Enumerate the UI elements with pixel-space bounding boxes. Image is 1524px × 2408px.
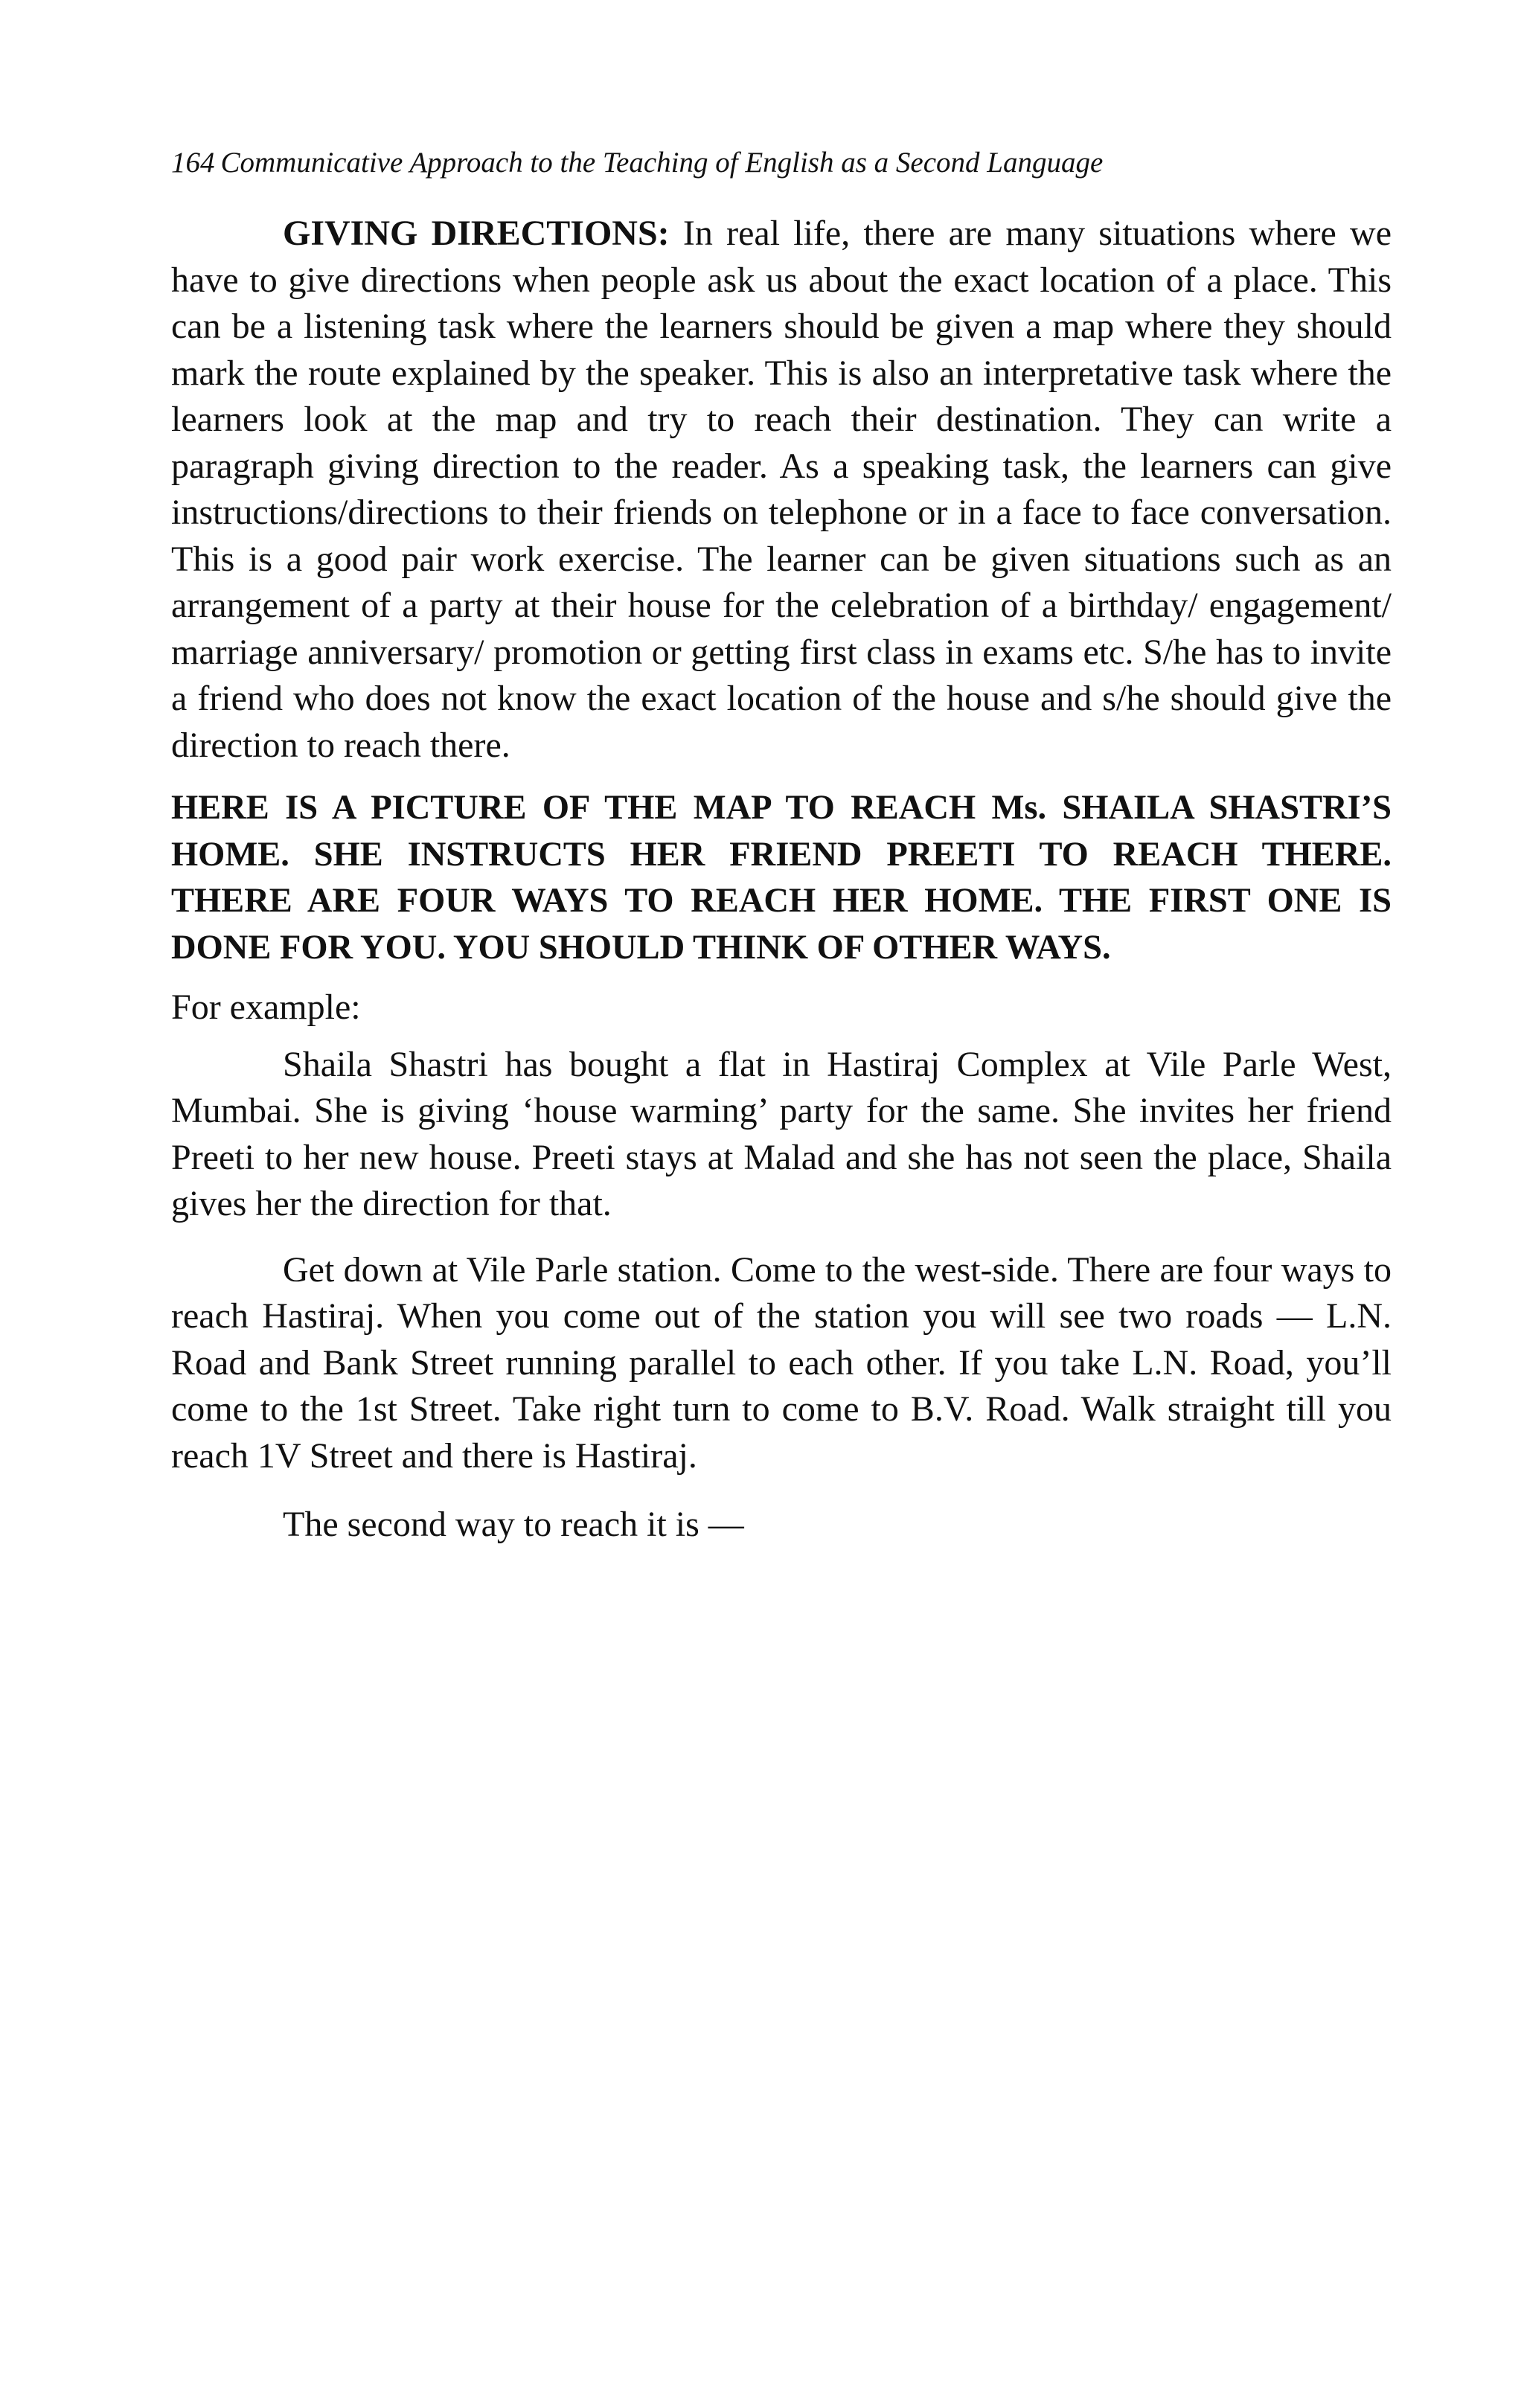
giving-directions-paragraph (171, 211, 1392, 769)
example-paragraph-2: Get down at Vile Parle station. Come to the west-side. There are four ways to reach Hastiraj. When you come out of the station you will see two roads — L.N. Road and Bank Street running parallel to each other. If you take L.N. Road, you’ll come to the 1st Street. Take right turn to come to B.V. Road. Walk straight till you reach 1V Street and there is Hastiraj. (171, 1249, 1392, 1476)
example-paragraph-1: Shaila Shastri has bought a flat in Hastiraj Complex at Vile Parle West, Mumbai. She is giving ‘house warming’ party for the same. She invites her friend Preeti to her new house. Preeti stays at Malad and she has not seen the place, Shaila gives her the direction for that. (171, 1044, 1392, 1223)
book-page (171, 145, 1392, 1549)
running-header (171, 145, 1392, 181)
section-heading: GIVING DIRECTIONS: (283, 214, 670, 253)
map-instruction: HERE IS A PICTURE OF THE MAP TO REACH Ms. SHAILA SHASTRI’S HOME. SHE INSTRUCTS HER FRIEND PREETI TO REACH THERE. THERE ARE FOUR WAYS TO REACH HER HOME. THE FIRST ONE IS DONE FOR YOU. YOU SHOULD THINK OF OTHER WAYS. (171, 789, 1392, 967)
running-title: Communicative Approach to the Teaching of English as a Second Language (220, 147, 1104, 179)
for-example-label: For example: (171, 987, 361, 1027)
example-paragraph-3: The second way to reach it is — (283, 1505, 744, 1544)
page-number: 164 (171, 147, 215, 179)
section-body: In real life, there are many situations where we have to give directions when people ask us about the exact location of a place. This can be a listening task where the learners should be given a map where they should mark the route explained by the speaker. This is also an interpretative task where the learners look at the map and try to reach their destination. They can write a paragraph giving direction to the reader. As a speaking task, the learners can give instructions/directions to their friends on telephone or in a face to face conversation. This is a good pair work exercise. The learner can be given situations such as an arrangement of a party at their house for the celebration of a birthday/ engagement/ marriage anniversary/ promotion or getting first class in exams etc. S/he has to invite a friend who does not know the exact location of the house and s/he should give the direction to reach there. (171, 214, 1392, 765)
